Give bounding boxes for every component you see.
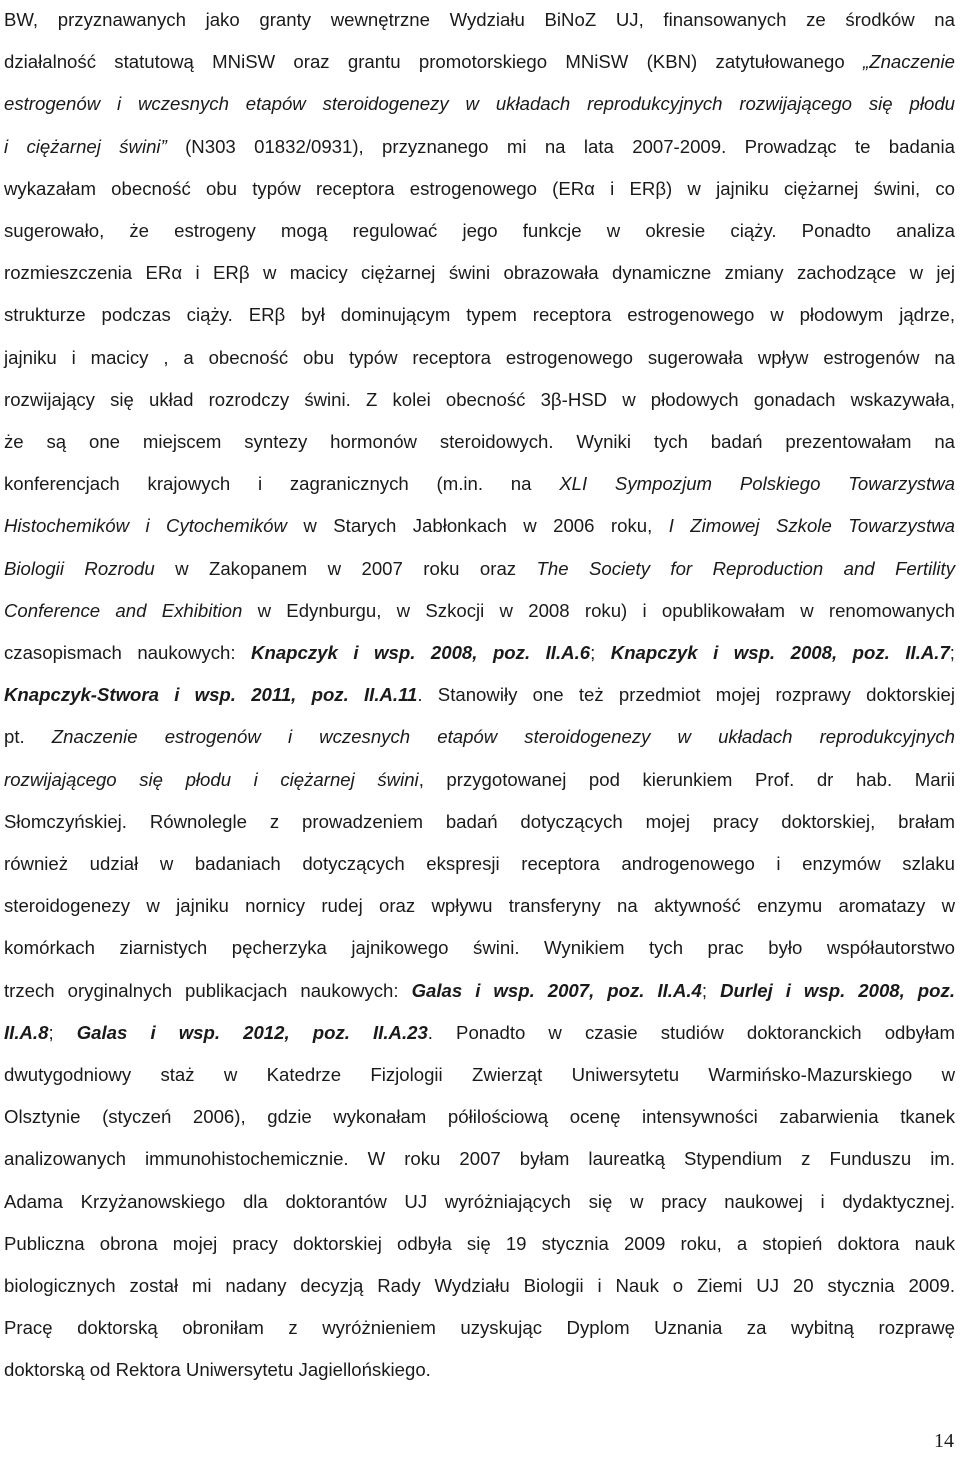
text-line <box>4 388 955 412</box>
text-run: dwutygodniowy staż w Katedrze Fizjologii Zwierząt Uniwersytetu Warmińsko-Mazurskiego w <box>4 1064 955 1085</box>
italic-text: „Znaczenie <box>863 51 955 73</box>
text-run: doktorską od Rektora Uniwersytetu Jagiellońskiego. <box>4 1359 431 1381</box>
text-line <box>4 768 955 792</box>
text-run: Publiczna obrona mojej pracy doktorskiej odbyła się 19 stycznia 2009 roku, a stopień doktora nauk <box>4 1232 955 1254</box>
text-run: ; <box>701 979 721 1001</box>
text-run: rozmieszczenia ERα i ERβ w macicy ciężarnej świni obrazowała dynamiczne zmiany zachodzące w jej <box>4 262 955 284</box>
text-run: pt. <box>4 726 52 748</box>
text-line <box>4 92 955 116</box>
italic-text: rozwijającego się płodu i ciężarnej świni <box>4 768 419 790</box>
citation-ref: II.A.8 <box>4 1021 49 1043</box>
text-run: Olsztynie (styczeń 2006), gdzie wykonałam półilościową ocenę intensywności zabarwienia tkanek <box>4 1106 955 1128</box>
italic-text: i ciężarnej świni” <box>4 135 167 157</box>
text-line <box>4 1147 955 1171</box>
text-line <box>4 261 955 285</box>
text-line <box>4 430 955 454</box>
text-line <box>4 641 955 665</box>
text-run: Adama Krzyżanowskiego dla doktorantów UJ wyróżniających się w pracy naukowej i dydaktycznej. <box>4 1190 955 1212</box>
text-line <box>4 1316 955 1340</box>
text-run: również udział w badaniach dotyczących ekspresji receptora androgenowego i enzymów szlaku <box>4 853 955 874</box>
text-run: , przygotowanej pod kierunkiem Prof. dr hab. Marii <box>418 768 955 790</box>
italic-text: I Zimowej Szkole Towarzystwa <box>668 515 955 537</box>
text-run: sugerowało, że estrogeny mogą regulować jego funkcje w okresie ciąży. Ponadto analiza <box>4 220 955 241</box>
text-run: biologicznych został mi nadany decyzją Rady Wydziału Biologii i Nauk o Ziemi UJ 20 stycznia 2009. <box>4 1275 955 1296</box>
text-run: jajniku i macicy , a obecność obu typów receptora estrogenowego sugerowała wpływ estrogenów na <box>4 346 955 368</box>
text-run: analizowanych immunohistochemicznie. W roku 2007 byłam laureatką Stypendium z Funduszu im. <box>4 1148 955 1170</box>
citation-ref: Galas i wsp. 2007, poz. II.A.4 <box>411 979 702 1001</box>
italic-text: Histochemików i Cytochemików <box>4 515 287 537</box>
text-run: . Stanowiły one też przedmiot mojej rozprawy doktorskiej <box>417 684 955 706</box>
text-run: strukturze podczas ciąży. ERβ był dominującym typem receptora estrogenowego w płodowym jądrze, <box>4 304 955 326</box>
text-run: BW, przyznawanych jako granty wewnętrzne Wydziału BiNoZ UJ, finansowanych ze środków na <box>4 9 955 30</box>
text-run: czasopismach naukowych: <box>4 642 252 663</box>
text-run: trzech oryginalnych publikacjach naukowych: <box>4 979 412 1001</box>
text-line <box>4 599 955 623</box>
text-run: komórkach ziarnistych pęcherzyka jajnikowego świni. Wynikiem tych prac było współautorstwo <box>4 937 955 959</box>
citation-ref: Galas i wsp. 2012, poz. II.A.23 <box>76 1021 428 1043</box>
text-line <box>4 303 955 327</box>
text-line <box>4 1105 955 1129</box>
citation-ref: Knapczyk i wsp. 2008, poz. II.A.6 <box>251 642 591 663</box>
text-run: rozwijający się układ rozrodczy świni. Z kolei obecność 3β-HSD w płodowych gonadach wskazywała, <box>4 388 955 410</box>
text-run: konferencjach krajowych i zagranicznych (m.in. na <box>4 473 560 495</box>
italic-text: estrogenów i wczesnych etapów steroidogenezy w układach reprodukcyjnych rozwijającego się płodu <box>4 93 955 115</box>
italic-text: Biologii Rozrodu <box>4 557 155 579</box>
text-run: Pracę doktorską obroniłam z wyróżnieniem uzyskując Dyplom Uznania za wybitną rozprawę <box>4 1317 955 1339</box>
text-line <box>4 8 955 32</box>
italic-text: Conference and Exhibition <box>4 599 243 621</box>
text-line <box>4 1063 955 1087</box>
text-run: wykazałam obecność obu typów receptora estrogenowego (ERα i ERβ) w jajniku ciężarnej świni, co <box>4 177 955 199</box>
text-line <box>4 1274 955 1298</box>
text-run: ; <box>590 642 611 663</box>
text-run: że są one miejscem syntezy hormonów steroidowych. Wyniki tych badań prezentowałam na <box>4 431 955 452</box>
italic-text: XLI Sympozjum Polskiego Towarzystwa <box>559 473 955 495</box>
text-run: steroidogenezy w jajniku nornicy rudej oraz wpływu transferyny na aktywność enzymu aromatazy w <box>4 895 955 917</box>
text-line <box>4 135 955 159</box>
text-line <box>4 725 955 749</box>
text-line <box>4 514 955 538</box>
text-line <box>4 979 955 1003</box>
text-line <box>4 1021 955 1045</box>
text-run: . Ponadto w czasie studiów doktoranckich odbyłam <box>427 1021 955 1043</box>
text-run: w Starych Jabłonkach w 2006 roku, <box>286 515 669 537</box>
text-line <box>4 1232 955 1256</box>
citation-ref: Knapczyk i wsp. 2008, poz. II.A.7 <box>610 642 950 663</box>
text-line <box>4 50 955 74</box>
text-run: ; <box>949 642 955 663</box>
text-run: (N303 01832/0931), przyznanego mi na lata 2007-2009. Prowadząc te badania <box>166 135 955 157</box>
citation-ref: Knapczyk-Stwora i wsp. 2011, poz. II.A.11 <box>4 684 418 706</box>
page-number: 14 <box>934 1430 954 1452</box>
text-run: w Zakopanem w 2007 roku oraz <box>154 557 537 579</box>
text-line <box>4 1190 955 1214</box>
citation-ref: Durlej i wsp. 2008, poz. <box>720 979 955 1001</box>
text-line <box>4 683 955 707</box>
italic-text: The Society for Reproduction and Fertility <box>536 557 955 579</box>
text-run: w Edynburgu, w Szkocji w 2008 roku) i opublikowałam w renomowanych <box>242 599 955 621</box>
text-line <box>4 852 955 876</box>
text-line <box>4 177 955 201</box>
text-line <box>4 810 955 834</box>
text-line <box>4 936 955 960</box>
text-line <box>4 346 955 370</box>
italic-text: Znaczenie estrogenów i wczesnych etapów steroidogenezy w układach reprodukcyjnych <box>51 726 955 748</box>
text-line <box>4 557 955 581</box>
text-line <box>4 219 955 243</box>
text-line <box>4 894 955 918</box>
text-line <box>4 1358 955 1382</box>
text-line <box>4 472 955 496</box>
text-run: Słomczyńskiej. Równolegle z prowadzeniem badań dotyczących mojej pracy doktorskiej, brałam <box>4 810 955 832</box>
text-run: działalność statutową MNiSW oraz grantu promotorskiego MNiSW (KBN) zatytułowanego <box>4 51 864 73</box>
text-run: ; <box>48 1021 77 1043</box>
